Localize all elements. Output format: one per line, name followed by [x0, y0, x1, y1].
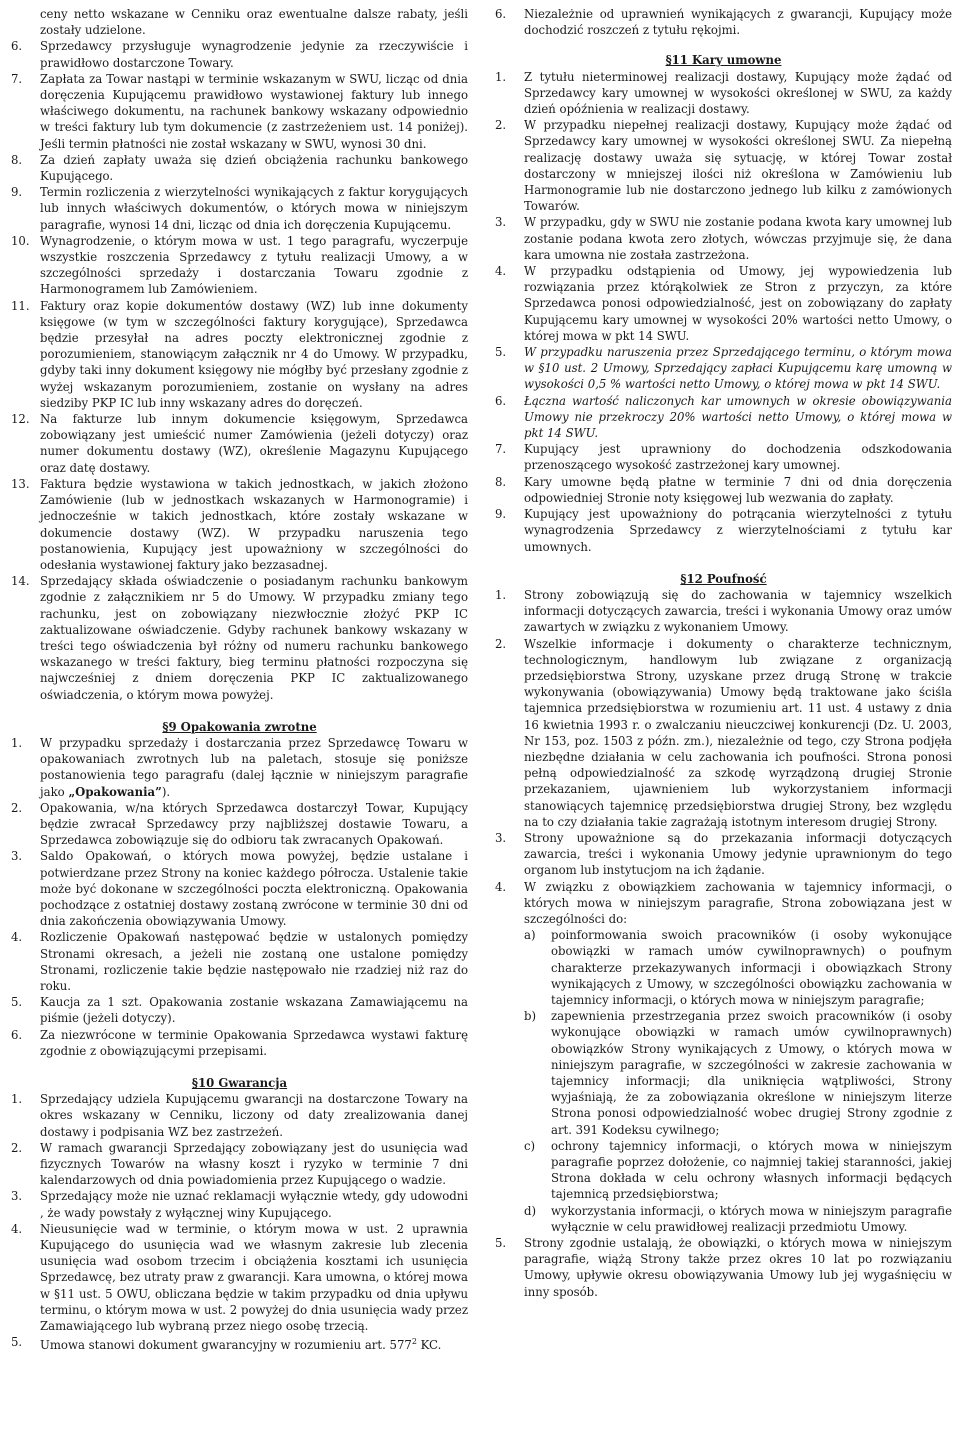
item-number: 6. — [11, 39, 23, 54]
list-item — [11, 298, 468, 411]
list-item — [495, 69, 952, 118]
sub-item-text: wykorzystania informacji, o których mowa w niniejszym paragrafie wyłącznie w celu prawidłowej realizacji przedmiotu Umowy. — [551, 1203, 952, 1234]
section-heading-11: §11 Kary umowne — [665, 53, 782, 68]
continued-paragraph: ceny netto wskazane w Cenniku oraz ewentualne dalsze rabaty, jeśli zostały udzielone. — [40, 7, 468, 38]
sub-list-item — [495, 1008, 952, 1138]
list-item — [495, 441, 952, 473]
sub-item-letter: c) — [524, 1138, 536, 1153]
sub-item-letter: b) — [524, 1009, 537, 1024]
item-number: 1. — [11, 735, 23, 750]
item-text: Z tytułu nieterminowej realizacji dostawy, Kupujący może żądać od Sprzedawcy kary umownej w wysokości określonej w SWU, za każdy dzień opóźnienia w realizacji dostawy. — [524, 69, 952, 117]
item-text: Faktury oraz kopie dokumentów dostawy (WZ) lub inne dokumenty księgowe (w tym w szczególności faktury korygujące), Sprzedawca będzie przesyłał na adres poczty elektronicznej zgodnie z porozumieniem, stanowiącym załącznik nr 4 do Umowy. W przypadku, gdyby taki inny dokument księgowy nie mógłby być przesłany zgodnie z wyżej wskazanym porozumieniem, zostanie on wysłany na adres siedziby PKP IC lub inny wskazany adres do doręczeń. — [40, 298, 468, 410]
list-item — [11, 735, 468, 800]
right-column — [495, 6, 952, 1300]
item-number: 4. — [11, 1221, 23, 1236]
list-item — [495, 879, 952, 928]
item-text: Kupujący jest upoważniony do potrącania wierzytelności z tytułu wynagrodzenia Sprzedawcy z wierzytelnościami z tytułu kar umownych. — [524, 507, 952, 554]
item-number: 2. — [11, 1140, 23, 1155]
item-number: 4. — [11, 930, 23, 945]
item-text: Wszelkie informacje i dokumenty o charakterze technicznym, technologicznym, handlowym lub związane z organizacją przedsiębiorstwa Strony, uzyskane przez drugą Stronę w trakcie wykonywania (obowiązywania) Umowy będą traktowane jako ściśla tajemnica przedsiębiorstwa w rozumieniu art. 11 ust. 4 ustawy z dnia 16 kwietnia 1993 r. o zwalczaniu nieuczciwej konkurencji (Dz. U. 2003, Nr 153, poz. 1503 z późn. zm.), niezależnie od tego, czy Strona podjęła niezbędne działania w celu zachowania ich poufności. Strona ponosi pełną odpowiedzialność za szkodę wyrządzoną drugiej Stronie przekazaniem, ujawnieniem lub wykorzystaniem informacji stanowiących tajemnicę przedsiębiorstwa drugiej Strony, bez względu na to czy działania takie zagrażają istotnym interesom drugiej Strony. — [524, 636, 952, 829]
item-text: Saldo Opakowań, o których mowa powyżej, będzie ustalane i potwierdzane przez Strony na koniec każdego półrocza. Ustalenie takie może być dokonane w szczególności poczta elektroniczną. Opakowania pochodzące z ostatniej dostawy zostaną zwrócone w terminie 30 dni od dnia zakończenia obowiązywania Umowy. — [40, 849, 468, 929]
item-text: Sprzedawcy przysługuje wynagrodzenie jedynie za rzeczywiście i prawidłowo dostarczone Towary. — [40, 39, 468, 70]
item-number: 6. — [495, 393, 507, 408]
item-number: 8. — [11, 152, 23, 167]
item-number: 5. — [495, 345, 507, 360]
section-12-subitems — [495, 927, 952, 1235]
item-text: Za niezwrócone w terminie Opakowania Sprzedawca wystawi fakturę zgodnie z obowiązującymi przepisami. — [40, 1027, 468, 1058]
item-number: 5. — [11, 995, 23, 1010]
list-item — [495, 117, 952, 214]
section-heading-9: §9 Opakowania zwrotne — [162, 719, 317, 734]
item-text: Łączna wartość naliczonych kar umownych w okresie obowiązywania Umowy nie przekroczy 20% wartości netto Umowy, o której mowa w pkt 14 SWU. — [524, 393, 952, 441]
left-column — [11, 6, 468, 1353]
item-text: Sprzedający udziela Kupującemu gwarancji na dostarczone Towary na okres wskazany w Cenniku, liczony od daty zrealizowania danej dostawy i podpisania WZ bez zastrzeżeń. — [40, 1092, 468, 1139]
item-number: 4. — [495, 264, 507, 279]
item-number: 11. — [11, 298, 30, 313]
item-number: 14. — [11, 574, 30, 589]
sub-list-item — [495, 1203, 952, 1235]
item-text: Termin rozliczenia z wierzytelności wynikających z faktur korygujących lub innych właściwych dokumentów, o których mowa w niniejszym paragrafie, wynosi 14 dni, licząc od dnia ich doręczenia Kupującemu. — [40, 185, 468, 232]
item-text: W przypadku sprzedaży i dostarczania przez Sprzedawcę Towaru w opakowaniach zwrotnych lub na paletach, stosuje się poniższe postanowienia tego paragrafu (dalej łącznie w niniejszym paragrafie jako „Opakowania”). — [40, 735, 468, 799]
list-item — [495, 344, 952, 393]
item-text: W przypadku odstąpienia od Umowy, jej wypowiedzenia lub rozwiązania przez którąkolwiek ze Stron z przyczyn, za które Sprzedawca ponosi odpowiedzialność, jest on zobowiązany do zapłaty Kupującemu kary umownej w wysokości 20% wartości netto Umowy, o której mowa w pkt 14 SWU. — [524, 264, 952, 343]
item-text: Strony zobowiązują się do zachowania w tajemnicy wszelkich informacji dotyczących zawarcia, treści i wykonania Umowy oraz umów zawartych w związku z wykonaniem Umowy. — [524, 587, 952, 635]
list-item — [11, 929, 468, 994]
item-number: 5. — [495, 1236, 507, 1251]
list-item — [495, 636, 952, 830]
list-item — [11, 1188, 468, 1220]
item-text: Rozliczenie Opakowań następować będzie w ustalonych pomiędzy Stronami okresach, a jeżeli nie zostaną one ustalone pomiędzy Stronami, rozliczenie takie będzie następowało nie rzadziej niż raz do roku. — [40, 930, 468, 993]
list-item — [495, 1235, 952, 1300]
item-number: 2. — [495, 636, 507, 651]
list-item — [495, 587, 952, 636]
section-heading-10: §10 Gwarancja — [191, 1076, 288, 1090]
item-number: 3. — [11, 1189, 23, 1204]
item-number: 2. — [495, 118, 507, 133]
list-item — [11, 476, 468, 573]
list-item — [11, 1091, 468, 1140]
item-number: 1. — [495, 587, 507, 602]
item-number: 7. — [11, 71, 23, 86]
item-text: Zapłata za Towar nastąpi w terminie wskazanym w SWU, licząc od dnia doręczenia Kupującemu prawidłowo wystawionej faktury lub innego właściwego dokumentu, na rachunek bankowy wskazany odpowiednio w treści faktury lub tym dokumencie (z zastrzeżeniem ust. 14 poniżej). Jeśli termin płatności nie został wskazany w SWU, wynosi 30 dni. — [40, 71, 468, 151]
item-text: Sprzedający może nie uznać reklamacji wyłącznie wtedy, gdy udowodni , że wady powstały z wyłącznej winy Kupującego. — [40, 1189, 468, 1220]
item-text: Sprzedający składa oświadczenie o posiadanym rachunku bankowym zgodnie z załącznikiem nr 5 do Umowy. W przypadku zmiany tego rachunku, jest on zobowiązany niezwłocznie złożyć PKP IC zaktualizowane oświadczenie. Gdyby rachunek bankowy wskazany w treści tego oświadczenia był różny od numeru rachunku bankowego wskazanego w treści faktury, bieg terminu płatności rozpoczyna się najwcześniej z dniem doręczenia PKP IC zaktualizowanego oświadczenia, o którym mowa powyżej. — [40, 574, 468, 702]
item-number: 9. — [11, 185, 23, 200]
list-item — [11, 71, 468, 152]
item-number: 8. — [495, 474, 507, 489]
list-item — [11, 38, 468, 70]
list-item — [11, 184, 468, 233]
item-text: W ramach gwarancji Sprzedający zobowiązany jest do usunięcia wad fizycznych Towarów na własny koszt i ryzyko w terminie 7 dni kalendarzowych od dnia powiadomienia przez Kupującego o wadzie. — [40, 1140, 468, 1188]
item-text: Kupujący jest uprawniony do dochodzenia odszkodowania przenoszącego wysokość zastrzeżonej kary umownej. — [524, 442, 952, 473]
item-number: 6. — [11, 1027, 23, 1042]
list-item — [495, 506, 952, 555]
list-item — [11, 1334, 468, 1353]
item-text: Umowa stanowi dokument gwarancyjny w rozumieniu art. $577^2$ KC. — [40, 1337, 442, 1353]
list-item — [11, 1027, 468, 1059]
item-text: Kaucja za 1 szt. Opakowania zostanie wskazana Zamawiającemu na piśmie (jeżeli dotyczy). — [40, 995, 468, 1026]
item-text: Niezależnie od uprawnień wynikających z gwarancji, Kupujący może dochodzić roszczeń z tytułu rękojmi. — [524, 7, 952, 38]
item-text: Strony upoważnione są do przekazania informacji dotyczących zawarcia, treści i wykonania Umowy jedynie uprawnionym do tego organom lub instytucjom na ich żądanie. — [524, 830, 952, 878]
list-item — [495, 393, 952, 442]
item-text: Strony zgodnie ustalają, że obowiązki, o których mowa w niniejszym paragrafie, wiążą Strony także przez okres 10 lat po rozwiązaniu Umowy, upływie okresu obowiązywania Umowy lub jej wygaśnięciu w inny sposób. — [524, 1236, 952, 1299]
section-10-items — [11, 1091, 468, 1353]
list-item — [11, 994, 468, 1026]
section-10-continued-items — [495, 6, 952, 38]
list-item — [11, 848, 468, 929]
list-item — [495, 6, 952, 38]
item-number: 6. — [495, 7, 507, 21]
item-number: 3. — [11, 849, 23, 864]
section-12-items — [495, 587, 952, 927]
item-number: 13. — [11, 476, 30, 491]
section-12-items-end — [495, 1235, 952, 1300]
section-9-items — [11, 735, 468, 1059]
sub-item-text: zapewnienia przestrzegania przez swoich pracowników (i osoby wykonujące obowiązki w ramach umów cywilnoprawnych) obowiązków Strony wynikających z Umowy, o których mowa w niniejszym paragrafie, w szczególności w zakresie zachowania w tajemnicy informacji; dla uniknięcia wątpliwości, Strony wyjaśniają, że za zobowiązania określone w niniejszym literze Strona ponosi odpowiedzialność wobec drugiej Strony zgodnie z art. 391 Kodeksu cywilnego; — [551, 1009, 952, 1137]
list-item — [11, 800, 468, 849]
item-text: W związku z obowiązkiem zachowania w tajemnicy informacji, o których mowa w niniejszym paragrafie, Strona zobowiązana jest w szczególności do: — [524, 879, 952, 926]
item-text: Faktura będzie wystawiona w takich jednostkach, w jakich złożono Zamówienie (lub w jednostkach wskazanych w Harmonogramie) i jednocześnie w takich jednostkach, które zostały wskazane w dokumencie dostawy (WZ). W przypadku naruszenia tego postanowienia, Kupujący jest upoważniony w szczególności do odesłania wystawionej faktury jako bezzasadnej. — [40, 476, 468, 572]
list-item — [495, 830, 952, 879]
sub-item-letter: d) — [524, 1203, 537, 1218]
section-heading-12: §12 Poufność — [680, 571, 767, 586]
payment-items — [11, 38, 468, 702]
sub-item-text: ochrony tajemnicy informacji, o których mowa w niniejszym paragrafie poprzez dołożenie, co najmniej takiej staranności, jakiej Strona dokłada w celu ochrony własnych informacji będących tajemnicą przedsiębiorstwa; — [551, 1138, 952, 1202]
sub-list-item — [495, 1138, 952, 1203]
list-item — [495, 474, 952, 506]
sub-item-letter: a) — [524, 928, 536, 943]
item-text: W przypadku, gdy w SWU nie zostanie podana kwota kary umownej lub zostanie podana kwota zero złotych, wówczas przyjmuje się, że dana kara umowna nie została zastrzeżona. — [524, 215, 952, 262]
item-number: 10. — [11, 233, 30, 248]
sub-item-text: poinformowania swoich pracowników (i osoby wykonujące obowiązki w ramach umów cywilnoprawnych) o poufnym charakterze przekazywanych informacji i obowiązkach Strony wynikających z Umowy, w szczególności obowiązku zachowania w tajemnicy informacji, o których mowa w niniejszym paragrafie; — [551, 928, 952, 1007]
list-item — [495, 263, 952, 344]
item-number: 2. — [11, 800, 23, 815]
item-number: 1. — [495, 69, 507, 84]
list-item — [11, 233, 468, 298]
item-number: 5. — [11, 1335, 23, 1350]
list-item — [495, 214, 952, 263]
item-text: Wynagrodzenie, o którym mowa w ust. 1 tego paragrafu, wyczerpuje wszystkie roszczenia Sprzedawcy z tytułu realizacji Umowy, a w szczególności sprzedaży i dostarczania Towaru zgodnie z Harmonogramem lub Zamówieniem. — [40, 233, 468, 297]
item-number: 9. — [495, 507, 507, 522]
item-text: Na fakturze lub innym dokumencie księgowym, Sprzedawca zobowiązany jest umieścić numer Zamówienia (jeżeli dotyczy) oraz numer dokumentu dostawy (WZ), określenie Magazynu Kupującego oraz datę dostawy. — [40, 412, 468, 475]
list-item — [11, 152, 468, 184]
item-number: 7. — [495, 442, 507, 457]
item-text: Za dzień zapłaty uważa się dzień obciążenia rachunku bankowego Kupującego. — [40, 152, 468, 184]
item-text: W przypadku niepełnej realizacji dostawy, Kupujący może żądać od Sprzedawcy kary umownej w wysokości określonej SWU. Za niepełną realizację dostawy uważa się sytuację, w której Towar został dostarczony w mniejszej ilości niż określona w Zamówieniu lub Harmonogramie lub nie dostarczono jednego lub kilku z zamówionych Towarów. — [524, 118, 952, 214]
item-number: 3. — [495, 830, 507, 845]
list-item — [11, 1140, 468, 1189]
item-number: 12. — [11, 412, 30, 427]
list-item — [11, 1221, 468, 1334]
item-text: W przypadku naruszenia przez Sprzedającego terminu, o którym mowa w §10 ust. 2 Umowy, Sprzedający zapłaci Kupującemu karę umowną w wysokości 0,5 % wartości netto Umowy, o której mowa w pkt 14 SWU. — [524, 345, 952, 392]
item-number: 4. — [495, 879, 507, 894]
item-number: 1. — [11, 1092, 23, 1107]
item-number: 3. — [495, 215, 507, 230]
item-text: Opakowania, w/na których Sprzedawca dostarczył Towar, Kupujący będzie zwracał Sprzedawcy przy najbliższej dostawie Towaru, a Sprzedawca zobowiązuje się do odbioru tak zwracanych Opakowań. — [40, 800, 468, 848]
list-item — [11, 573, 468, 703]
item-text: Kary umowne będą płatne w terminie 7 dni od dnia doręczenia odpowiedniej Stronie noty księgowej lub wezwania do zapłaty. — [524, 474, 952, 505]
item-text: Nieusunięcie wad w terminie, o którym mowa w ust. 2 uprawnia Kupującego do usunięcia wad we własnym zakresie lub zlecenia usunięcia wad osobom trzecim i obciążenia kosztami ich usunięcia Sprzedawcę, bez utraty praw z gwarancji. Kara umowna, o której mowa w §11 ust. 5 OWU, obliczana będzie w takim przypadku od dnia upływu terminu, o którym mowa w ust. 2 powyżej do dnia usunięcia wady przez Zamawiającego lub wybraną przez niego osobę trzecią. — [40, 1221, 468, 1334]
list-item — [11, 411, 468, 476]
section-11-items — [495, 69, 952, 555]
sub-list-item — [495, 927, 952, 1008]
